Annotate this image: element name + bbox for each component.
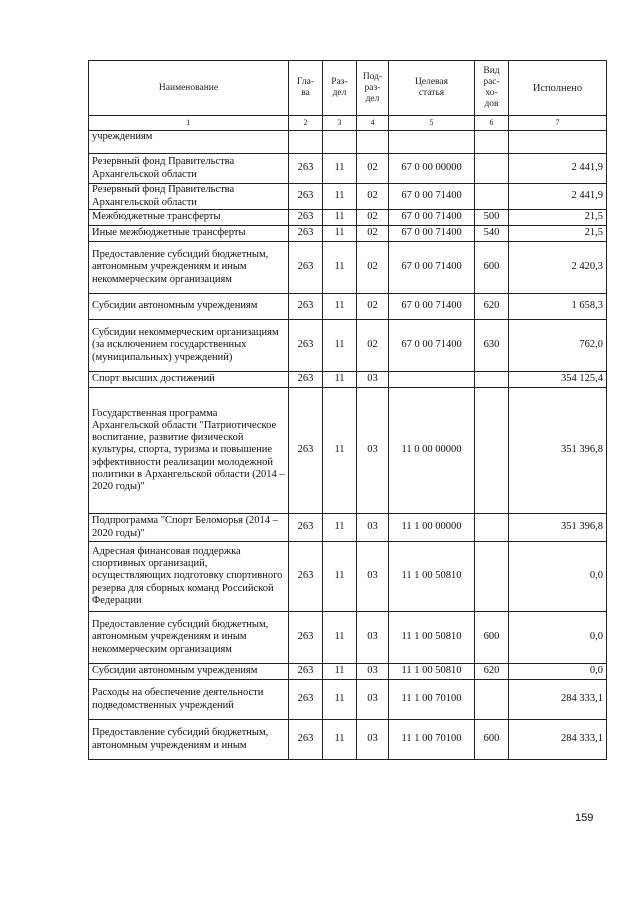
row-name: Предоставление субсидий бюджетным, автономным учреждениям и иным некоммерческим организациям	[89, 242, 289, 294]
row-razdel: 11	[323, 542, 357, 612]
table-row	[89, 542, 607, 612]
row-amount: 0,0	[509, 542, 607, 612]
row-razdel: 11	[323, 184, 357, 210]
continuation-text: учреждениям	[89, 131, 289, 154]
row-amount: 1 658,3	[509, 294, 607, 320]
header-executed: Исполнено	[509, 61, 607, 116]
row-amount: 354 125,4	[509, 372, 607, 388]
row-target-code: 67 0 00 71400	[389, 242, 475, 294]
row-expense-type: 620	[475, 664, 509, 680]
table-row	[89, 184, 607, 210]
table-row	[89, 388, 607, 514]
row-podrazdel: 03	[357, 612, 389, 664]
row-glava: 263	[289, 210, 323, 226]
row-glava: 263	[289, 680, 323, 720]
row-name: Подпрограмма "Спорт Беломорья (2014 – 2020 годы)"	[89, 514, 289, 542]
row-expense-type: 500	[475, 210, 509, 226]
row-expense-type	[475, 680, 509, 720]
row-amount: 284 333,1	[509, 680, 607, 720]
row-podrazdel: 03	[357, 514, 389, 542]
row-target-code: 67 0 00 71400	[389, 226, 475, 242]
row-name: Резервный фонд Правительства Архангельской области	[89, 154, 289, 184]
row-name: Субсидии автономным учреждениям	[89, 664, 289, 680]
column-number: 2	[289, 116, 323, 131]
row-expense-type	[475, 388, 509, 514]
row-expense-type: 600	[475, 612, 509, 664]
row-target-code: 67 0 00 71400	[389, 210, 475, 226]
row-expense-type: 600	[475, 242, 509, 294]
table-row	[89, 320, 607, 372]
row-name: Предоставление субсидий бюджетным, автономным учреждениям и иным некоммерческим организациям	[89, 612, 289, 664]
table-row	[89, 372, 607, 388]
table-row	[89, 612, 607, 664]
row-name: Субсидии некоммерческим организациям (за исключением государственных (муниципальных) учреждений)	[89, 320, 289, 372]
row-razdel: 11	[323, 210, 357, 226]
row-glava: 263	[289, 184, 323, 210]
row-expense-type: 540	[475, 226, 509, 242]
header-vid: Вид рас- хо- дов	[475, 61, 509, 116]
row-expense-type: 620	[475, 294, 509, 320]
row-glava: 263	[289, 720, 323, 760]
table-row	[89, 154, 607, 184]
row-amount: 351 396,8	[509, 388, 607, 514]
row-podrazdel: 03	[357, 720, 389, 760]
row-podrazdel: 03	[357, 542, 389, 612]
row-target-code: 67 0 00 71400	[389, 294, 475, 320]
row-razdel: 11	[323, 612, 357, 664]
row-glava: 263	[289, 154, 323, 184]
row-amount: 0,0	[509, 664, 607, 680]
row-podrazdel: 02	[357, 210, 389, 226]
row-glava: 263	[289, 514, 323, 542]
table-row	[89, 720, 607, 760]
row-podrazdel: 02	[357, 184, 389, 210]
row-razdel: 11	[323, 680, 357, 720]
row-razdel: 11	[323, 388, 357, 514]
row-glava: 263	[289, 226, 323, 242]
row-podrazdel: 03	[357, 664, 389, 680]
row-name: Расходы на обеспечение деятельности подведомственных учреждений	[89, 680, 289, 720]
table-row	[89, 242, 607, 294]
row-amount: 351 396,8	[509, 514, 607, 542]
row-amount: 2 441,9	[509, 154, 607, 184]
row-expense-type	[475, 184, 509, 210]
row-name: Адресная финансовая поддержка спортивных организаций, осуществляющих подготовку спортивного резерва для сборных команд Российской Федерации	[89, 542, 289, 612]
row-glava: 263	[289, 542, 323, 612]
header-razdel: Раз- дел	[323, 61, 357, 116]
row-target-code: 11 0 00 00000	[389, 388, 475, 514]
row-name: Межбюджетные трансферты	[89, 210, 289, 226]
row-podrazdel: 02	[357, 294, 389, 320]
column-number: 7	[509, 116, 607, 131]
row-podrazdel: 02	[357, 242, 389, 294]
row-glava: 263	[289, 372, 323, 388]
table-row	[89, 226, 607, 242]
row-podrazdel: 02	[357, 226, 389, 242]
table-row	[89, 680, 607, 720]
row-podrazdel: 02	[357, 320, 389, 372]
row-target-code: 11 1 00 70100	[389, 720, 475, 760]
row-target-code: 67 0 00 00000	[389, 154, 475, 184]
row-razdel: 11	[323, 664, 357, 680]
row-target-code: 67 0 00 71400	[389, 184, 475, 210]
row-name: Иные межбюджетные трансферты	[89, 226, 289, 242]
row-expense-type: 600	[475, 720, 509, 760]
row-amount: 762,0	[509, 320, 607, 372]
page-number: 159	[575, 812, 594, 824]
row-podrazdel: 03	[357, 680, 389, 720]
row-name: Резервный фонд Правительства Архангельской области	[89, 184, 289, 210]
continuation-row	[89, 131, 607, 154]
row-target-code: 11 1 00 00000	[389, 514, 475, 542]
table-row	[89, 664, 607, 680]
row-expense-type: 630	[475, 320, 509, 372]
row-razdel: 11	[323, 154, 357, 184]
column-number: 5	[389, 116, 475, 131]
row-amount: 21,5	[509, 226, 607, 242]
table-row	[89, 514, 607, 542]
row-name: Предоставление субсидий бюджетным, автономным учреждениям и иным	[89, 720, 289, 760]
row-target-code	[389, 372, 475, 388]
row-amount: 2 441,9	[509, 184, 607, 210]
row-glava: 263	[289, 242, 323, 294]
row-target-code: 11 1 00 50810	[389, 612, 475, 664]
table-header-row	[89, 61, 607, 116]
row-razdel: 11	[323, 320, 357, 372]
row-expense-type	[475, 514, 509, 542]
row-name: Субсидии автономным учреждениям	[89, 294, 289, 320]
table-row	[89, 294, 607, 320]
row-amount: 21,5	[509, 210, 607, 226]
row-glava: 263	[289, 388, 323, 514]
row-name: Государственная программа Архангельской области "Патриотическое воспитание, развитие физической культуры, спорта, туризма и повышение эффективности реализации молодежной политики в Архангельской области (2014 – 2020 годы)"	[89, 388, 289, 514]
row-podrazdel: 03	[357, 388, 389, 514]
row-podrazdel: 02	[357, 154, 389, 184]
row-expense-type	[475, 542, 509, 612]
row-razdel: 11	[323, 372, 357, 388]
row-glava: 263	[289, 320, 323, 372]
row-expense-type	[475, 154, 509, 184]
row-target-code: 11 1 00 50810	[389, 664, 475, 680]
header-name: Наименование	[89, 61, 289, 116]
row-amount: 2 420,3	[509, 242, 607, 294]
table-row	[89, 210, 607, 226]
row-name: Спорт высших достижений	[89, 372, 289, 388]
row-amount: 284 333,1	[509, 720, 607, 760]
row-razdel: 11	[323, 242, 357, 294]
header-glava: Гла- ва	[289, 61, 323, 116]
row-razdel: 11	[323, 720, 357, 760]
row-target-code: 11 1 00 50810	[389, 542, 475, 612]
row-target-code: 11 1 00 70100	[389, 680, 475, 720]
row-amount: 0,0	[509, 612, 607, 664]
row-target-code: 67 0 00 71400	[389, 320, 475, 372]
column-number: 4	[357, 116, 389, 131]
column-number: 3	[323, 116, 357, 131]
row-razdel: 11	[323, 294, 357, 320]
row-glava: 263	[289, 664, 323, 680]
header-podrazdel: Под- раз- дел	[357, 61, 389, 116]
budget-table	[88, 60, 607, 760]
column-number: 1	[89, 116, 289, 131]
row-podrazdel: 03	[357, 372, 389, 388]
header-target: Целевая статья	[389, 61, 475, 116]
row-razdel: 11	[323, 514, 357, 542]
row-glava: 263	[289, 612, 323, 664]
column-number-row	[89, 116, 607, 131]
row-razdel: 11	[323, 226, 357, 242]
row-glava: 263	[289, 294, 323, 320]
row-expense-type	[475, 372, 509, 388]
column-number: 6	[475, 116, 509, 131]
